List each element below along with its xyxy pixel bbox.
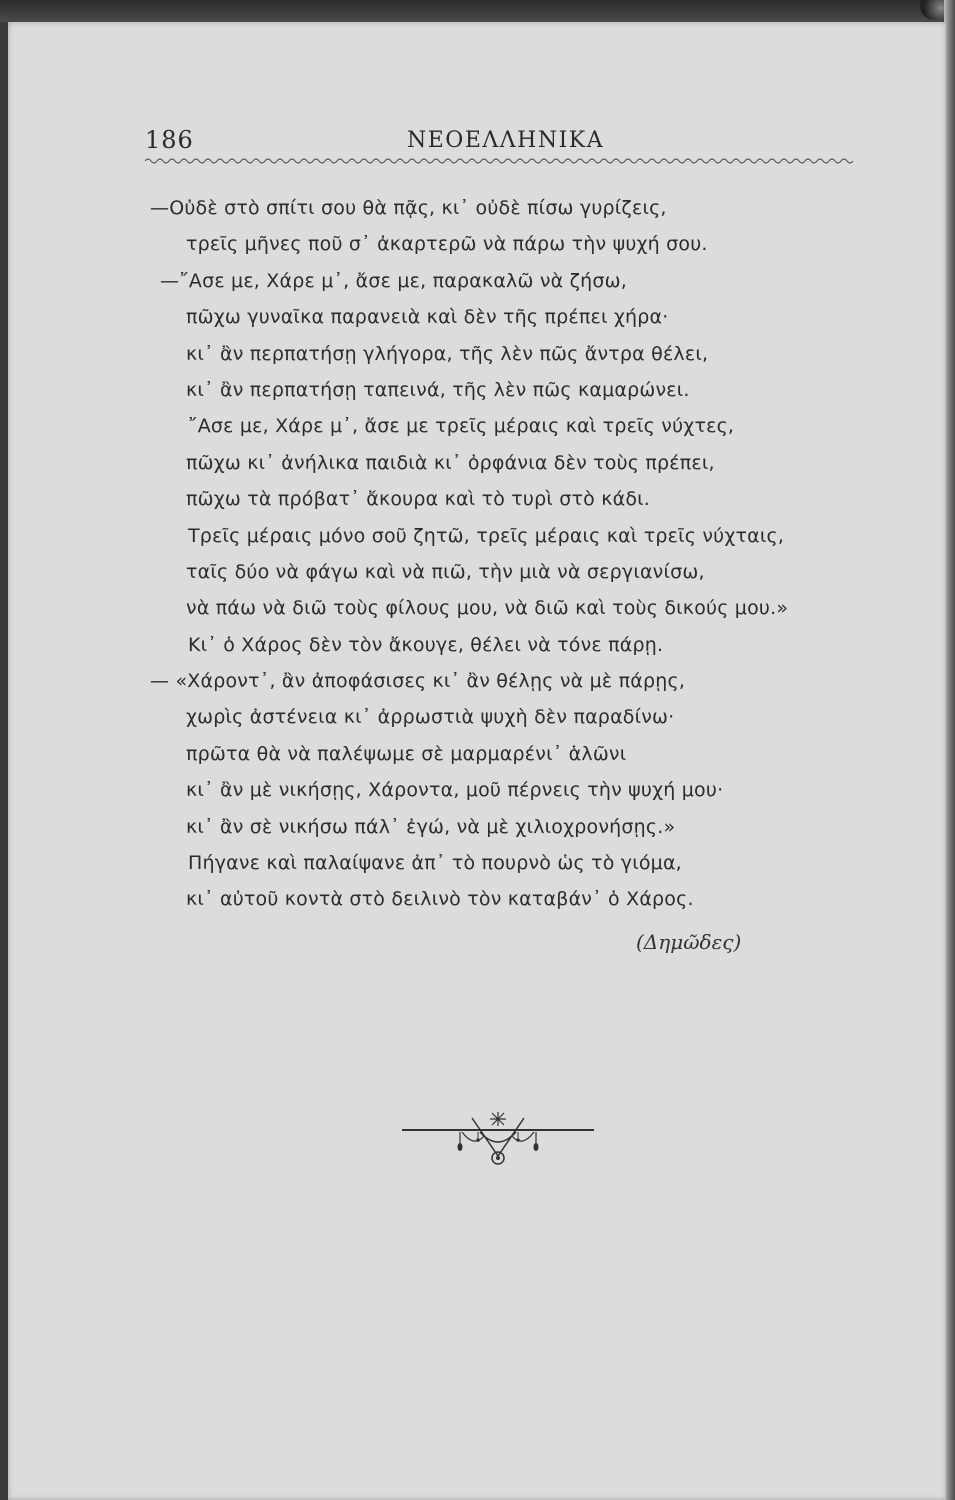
poem-line: —῎Ασε με, Χάρε μ᾿, ἄσε με, παρακαλῶ νὰ ζήσω, xyxy=(160,269,627,292)
poem-line: πῶχω τὰ πρόβατ᾿ ἄκουρα καὶ τὸ τυρὶ στὸ κάδι. xyxy=(186,488,651,511)
poem-line: —Οὐδὲ στὸ σπίτι σου θὰ πᾷς, κι᾿ οὐδὲ πίσω γυρίζεις, xyxy=(150,197,667,219)
poem-line: κι᾿ ἂν περπατήσῃ ταπεινά, τῆς λὲν πῶς καμαρώνει. xyxy=(186,378,690,401)
tailpiece-ornament-icon xyxy=(400,1108,596,1178)
poem-text xyxy=(150,190,840,918)
poem-line: τρεῖς μῆνες ποῦ σ᾿ ἀκαρτερῶ νὰ πάρω τὴν ψυχή σου. xyxy=(186,233,708,256)
poem-line: ταῖς δύο νὰ φάγω καὶ νὰ πιῶ, τὴν μιὰ νὰ σεργιανίσω, xyxy=(186,560,705,583)
scanner-background xyxy=(0,0,955,22)
poem-line: Τρεῖς μέραις μόνο σοῦ ζητῶ, τρεῖς μέραις καὶ τρεῖς νύχταις, xyxy=(188,524,785,547)
poem-line: κι᾿ ἂν μὲ νικήσῃς, Χάροντα, μοῦ πέρνεις τὴν ψυχή μου· xyxy=(186,779,724,802)
poem-line: Κι᾿ ὁ Χάρος δὲν τὸν ἄκουγε, θέλει νὰ τόνε πάρῃ. xyxy=(188,633,664,656)
wavy-header-rule xyxy=(145,156,857,166)
poem-line: νὰ πάω νὰ διῶ τοὺς φίλους μου, νὰ διῶ καὶ τοὺς δικούς μου.» xyxy=(186,597,789,620)
attribution: (Δημῶδες) xyxy=(636,930,742,954)
poem-line: πῶχω κι᾿ ἀνήλικα παιδιὰ κι᾿ ὀρφάνια δὲν τοὺς πρέπει, xyxy=(186,451,715,474)
poem-line: κι᾿ ἂν σὲ νικήσω πάλ᾿ ἐγώ, νὰ μὲ χιλιοχρονήσῃς.» xyxy=(186,815,676,838)
poem-line: — «Χάροντ᾿, ἂν ἀποφάσισες κι᾿ ἂν θέλῃς νὰ μὲ πάρῃς, xyxy=(150,670,686,693)
poem-line: χωρὶς ἀστένεια κι᾿ ἀρρωστιὰ ψυχὴ δὲν παραδίνω· xyxy=(186,706,675,729)
poem-line: ῎Ασε με, Χάρε μ᾿, ἄσε με τρεῖς μέραις καὶ τρεῖς νύχτες, xyxy=(188,415,735,438)
poem-line: Πήγανε καὶ παλαίψανε ἀπ᾿ τὸ πουρνὸ ὡς τὸ γιόμα, xyxy=(188,852,682,875)
poem-line: πῶχω γυναῖκα παρανειὰ καὶ δὲν τῆς πρέπει χήρα· xyxy=(186,306,669,329)
running-title: ΝΕΟΕΛΛΗΝΙΚΑ xyxy=(407,128,605,153)
page-number: 186 xyxy=(145,126,194,154)
poem-line: κι᾿ αὐτοῦ κοντὰ στὸ δειλινὸ τὸν καταβάν᾿ ὁ Χάρος. xyxy=(186,888,694,911)
poem-line: πρῶτα θὰ νὰ παλέψωμε σὲ μαρμαρένι᾿ ἁλῶνι xyxy=(186,742,627,765)
poem-line: κι᾿ ἂν περπατήσῃ γλήγορα, τῆς λὲν πῶς ἄντρα θέλει, xyxy=(186,342,709,365)
